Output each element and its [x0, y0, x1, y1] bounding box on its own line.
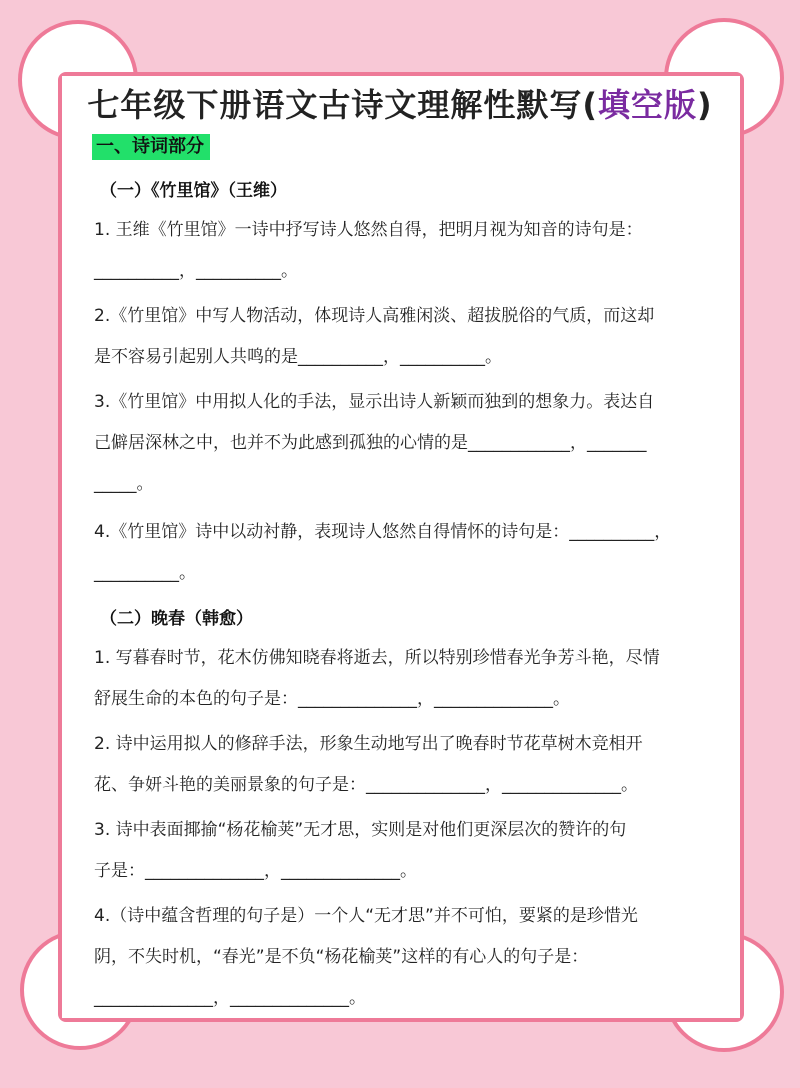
question-3: 3.《竹里馆》中用拟人化的手法，显示出诗人新颖而独到的想象力。表达自 己僻居深林之中，也并不为此感到孤独的心情的是____________，_______ _____。 — [94, 392, 655, 494]
question-4: 4.《竹里馆》诗中以动衬静，表现诗人悠然自得情怀的诗句是：__________， __________。 — [94, 522, 672, 583]
section-heading: 一、诗词部分 — [92, 134, 210, 160]
question-5: 1. 写暮春时节，花木仿佛知晓春将逝去，所以特别珍惜春光争芳斗艳，尽情 舒展生命的本色的句子是：______________，______________。 — [94, 648, 660, 709]
question-1: 1. 王维《竹里馆》一诗中抒写诗人悠然自得，把明月视为知音的诗句是： __________，__________。 — [94, 220, 643, 281]
question-7: 3. 诗中表面揶揄“杨花榆荚”无才思，实则是对他们更深层次的赞许的句 子是：______________，______________。 — [94, 820, 627, 881]
question-8: 4.（诗中蕴含哲理的句子是）一个人“无才思”并不可怕，要紧的是珍惜光 阴，不失时机，“春光”是不负“杨花榆荚”这样的有心人的句子是： ______________，______________。 — [94, 906, 638, 1008]
question-2: 2.《竹里馆》中写人物活动，体现诗人高雅闲淡、超拔脱俗的气质，而这却 是不容易引起别人共鸣的是__________，__________。 — [94, 306, 655, 367]
title-accent: 填空版 — [598, 86, 698, 124]
page-title: 七年级下册语文古诗文理解性默写(填空版) — [87, 86, 713, 124]
question-6: 2. 诗中运用拟人的修辞手法，形象生动地写出了晚春时节花草树木竞相开 花、争妍斗艳的美丽景象的句子是：______________，______________。 — [94, 734, 643, 795]
subsection-heading-2: （二）晚春（韩愈） — [100, 609, 253, 629]
subsection-heading-1: （一）《竹里馆》（王维） — [100, 181, 287, 201]
